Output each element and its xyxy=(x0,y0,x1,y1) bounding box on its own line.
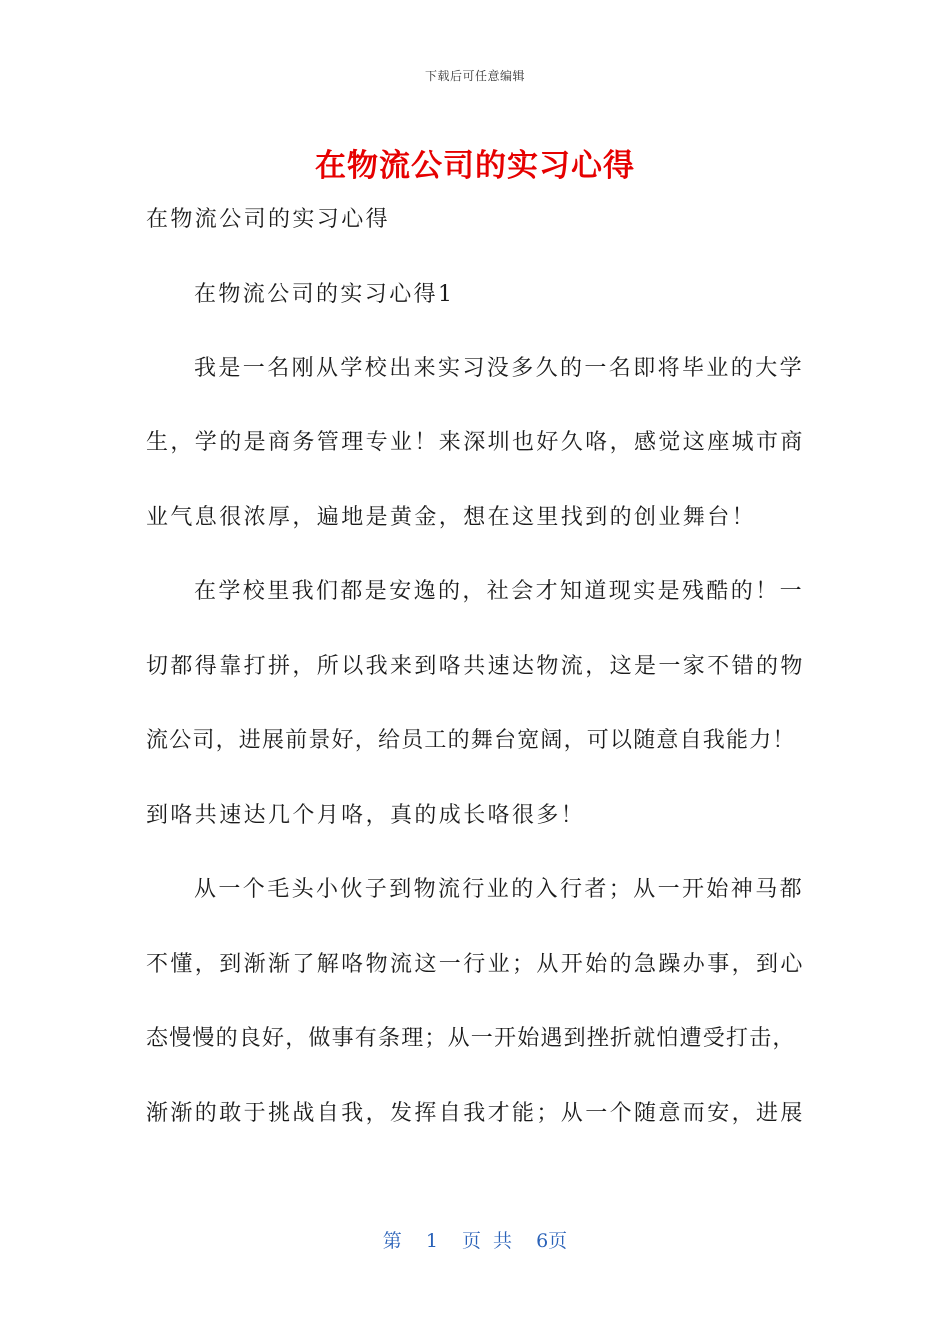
footer-total-pages: 6页 xyxy=(536,1230,568,1252)
body-line: 在物流公司的实习心得 xyxy=(146,207,391,232)
paragraph-line: 不懂，到渐渐了解咯物流这一行业；从开始的急躁办事，到心 xyxy=(146,952,805,977)
footer-page-number: 1 xyxy=(425,1230,438,1252)
page-footer xyxy=(0,1226,950,1253)
header-note: 下载后可任意编辑 xyxy=(424,69,525,83)
paragraph-line: 生，学的是商务管理专业！来深圳也好久咯，感觉这座城市商 xyxy=(146,430,805,455)
paragraph-line: 切都得靠打拼，所以我来到咯共速达物流，这是一家不错的物 xyxy=(146,654,805,679)
footer-middle: 页 共 xyxy=(462,1230,513,1252)
paragraph-line: 流公司，进展前景好，给员工的舞台宽阔，可以随意自我能力！ xyxy=(146,728,796,753)
section-heading: 在物流公司的实习心得1 xyxy=(194,282,455,307)
paragraph-line: 渐渐的敢于挑战自我，发挥自我才能；从一个随意而安，进展 xyxy=(146,1101,805,1126)
footer-prefix: 第 xyxy=(382,1230,402,1252)
paragraph-line: 到咯共速达几个月咯，真的成长咯很多！ xyxy=(146,803,586,828)
document-title: 在物流公司的实习心得 xyxy=(315,148,635,184)
paragraph-line: 在学校里我们都是安逸的，社会才知道现实是残酷的！一 xyxy=(194,579,805,604)
paragraph-line: 态慢慢的良好，做事有条理；从一开始遇到挫折就怕遭受打击， xyxy=(146,1026,796,1051)
paragraph-line: 从一个毛头小伙子到物流行业的入行者；从一开始神马都 xyxy=(194,877,805,902)
paragraph-line: 我是一名刚从学校出来实习没多久的一名即将毕业的大学 xyxy=(194,356,805,381)
paragraph-line: 业气息很浓厚，遍地是黄金，想在这里找到的创业舞台！ xyxy=(146,505,757,530)
